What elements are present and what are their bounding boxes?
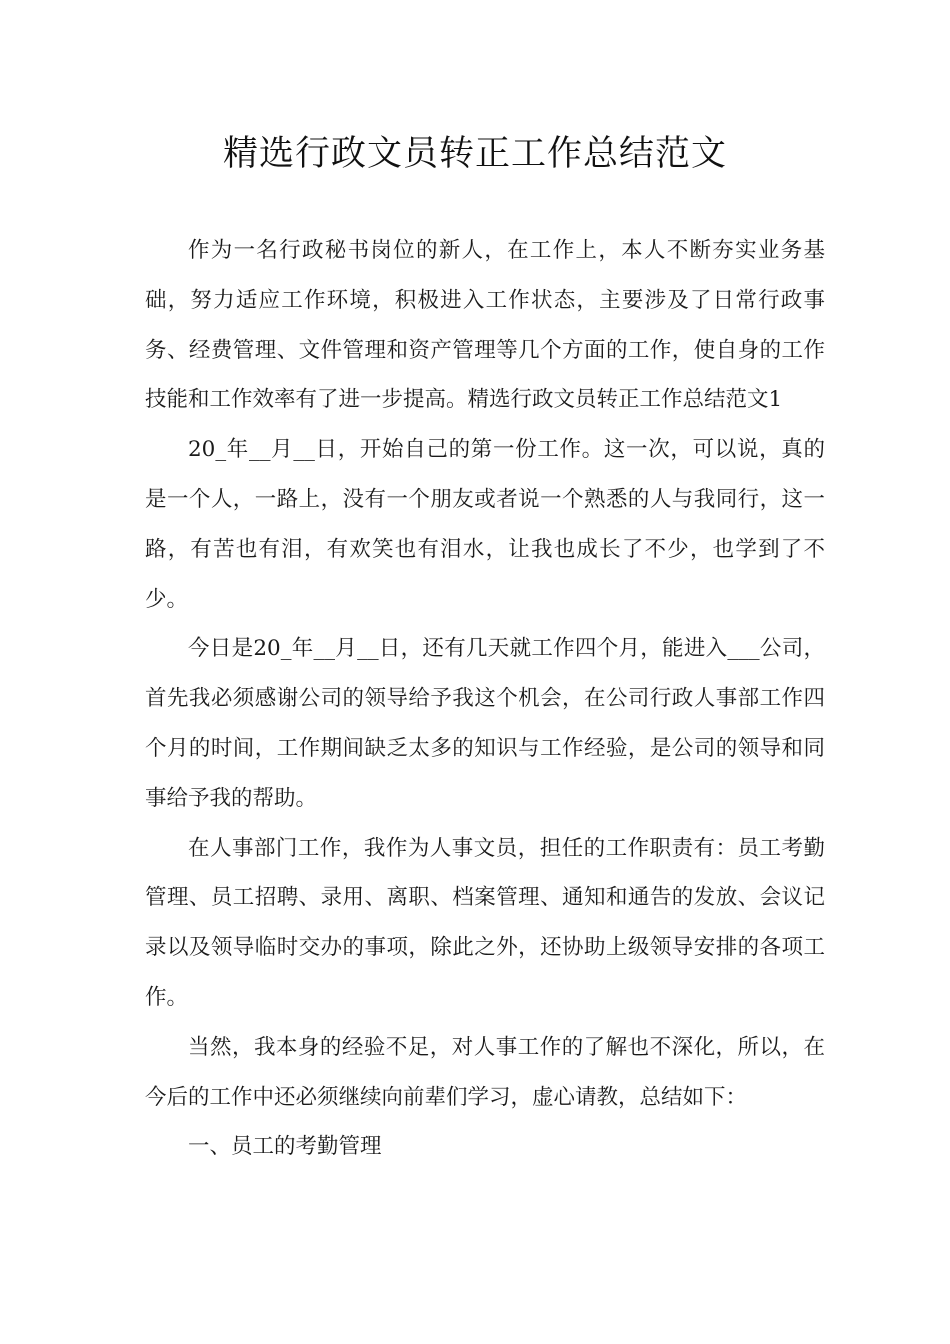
paragraph-intro: 作为一名行政秘书岗位的新人，在工作上，本人不断夯实业务基础，努力适应工作环境，积极进入工作状态，主要涉及了日常行政事务、经费管理、文件管理和资产管理等几个方面的工作，使自身的工作技能和工作效率有了进一步提高。精选行政文员转正工作总结范文1: [145, 238, 825, 413]
paragraph-four-months: 今日是20_年__月__日，还有几天就工作四个月，能进入___公司，首先我必须感谢公司的领导给予我这个机会，在公司行政人事部工作四个月的时间，工作期间缺乏太多的知识与工作经验，是公司的领导和同事给予我的帮助。: [145, 636, 825, 811]
document-title: 精选行政文员转正工作总结范文: [222, 134, 727, 174]
paragraph-summary-intro: 当然，我本身的经验不足，对人事工作的了解也不深化，所以，在今后的工作中还必须继续向前辈们学习，虚心请教，总结如下：: [145, 1034, 825, 1110]
paragraph-first-job: 20_年__月__日，开始自己的第一份工作。这一次，可以说，真的是一个人，一路上，没有一个朋友或者说一个熟悉的人与我同行，这一路，有苦也有泪，有欢笑也有泪水，让我也成长了不少，也学到了不少。: [145, 437, 825, 612]
document-body: [145, 226, 825, 1172]
paragraph-duties: 在人事部门工作，我作为人事文员，担任的工作职责有：员工考勤管理、员工招聘、录用、离职、档案管理、通知和通告的发放、会议记录以及领导临时交办的事项，除此之外，还协助上级领导安排的各项工作。: [145, 835, 825, 1010]
section-heading-attendance: 一、员工的考勤管理: [188, 1134, 382, 1160]
